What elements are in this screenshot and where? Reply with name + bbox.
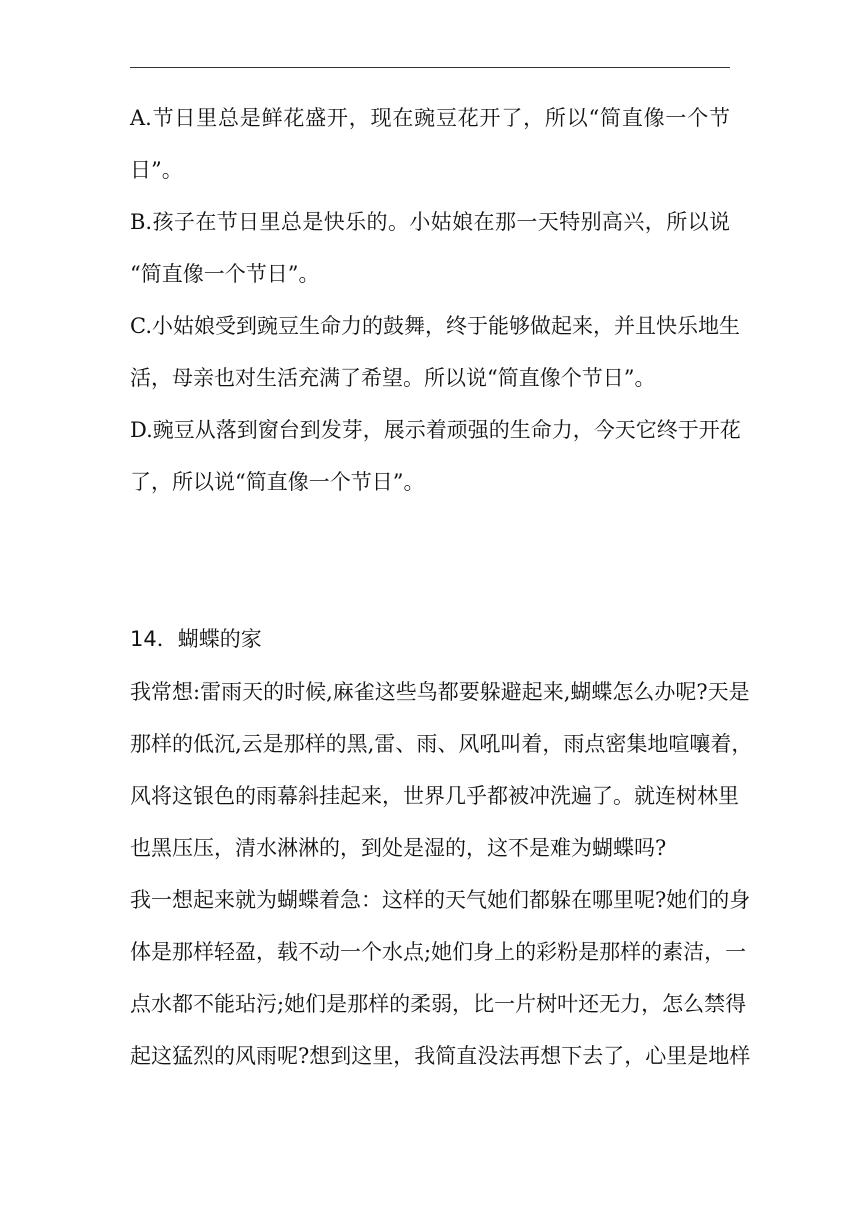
paragraph-1-line-1: 我常想:雷雨天的时候,麻雀这些鸟都要躲避起来,蝴蝶怎么办呢?天是: [130, 680, 750, 704]
section-heading: 14．蝴蝶的家: [130, 627, 262, 651]
paragraph-1-line-2: 那样的低沉,云是那样的黑,雷、雨、风吼叫着，雨点密集地喧嚷着，: [130, 732, 753, 756]
paragraph-2-line-2: 体是那样轻盈，载不动一个水点;她们身上的彩粉是那样的素洁，一: [130, 940, 747, 964]
option-b-line-1: B.孩子在节日里总是快乐的。小姑娘在那一天特别高兴，所以说: [130, 210, 730, 234]
option-a-line-1: A.节日里总是鲜花盛开，现在豌豆花开了，所以“简直像一个节: [130, 106, 730, 130]
option-a-line-2: 日”。: [130, 158, 183, 182]
paragraph-2-line-3: 点水都不能玷污;她们是那样的柔弱，比一片树叶还无力，怎么禁得: [130, 992, 747, 1016]
option-d-line-2: 了，所以说“简直像一个节日”。: [130, 470, 425, 494]
option-d-line-1: D.豌豆从落到窗台到发芽，展示着顽强的生命力，今天它终于开花: [130, 418, 741, 442]
paragraph-2-line-4: 起这猛烈的风雨呢?想到这里，我简直没法再想下去了，心里是地样: [130, 1044, 751, 1068]
option-c-line-2: 活，母亲也对生活充满了希望。所以说“简直像个节日”。: [130, 366, 656, 390]
option-c-line-1: C.小姑娘受到豌豆生命力的鼓舞，终于能够做起来，并且快乐地生: [130, 314, 740, 338]
header-rule: [130, 67, 730, 68]
paragraph-2-line-1: 我一想起来就为蝴蝶着急：这样的天气她们都躲在哪里呢?她们的身: [130, 888, 751, 912]
option-b-line-2: “简直像一个节日”。: [130, 262, 320, 286]
paragraph-1-line-3: 风将这银色的雨幕斜挂起来，世界几乎都被冲洗遍了。就连树林里: [130, 784, 739, 808]
paragraph-1-line-4: 也黑压压，清水淋淋的，到处是湿的，这不是难为蝴蝶吗?: [130, 836, 667, 860]
